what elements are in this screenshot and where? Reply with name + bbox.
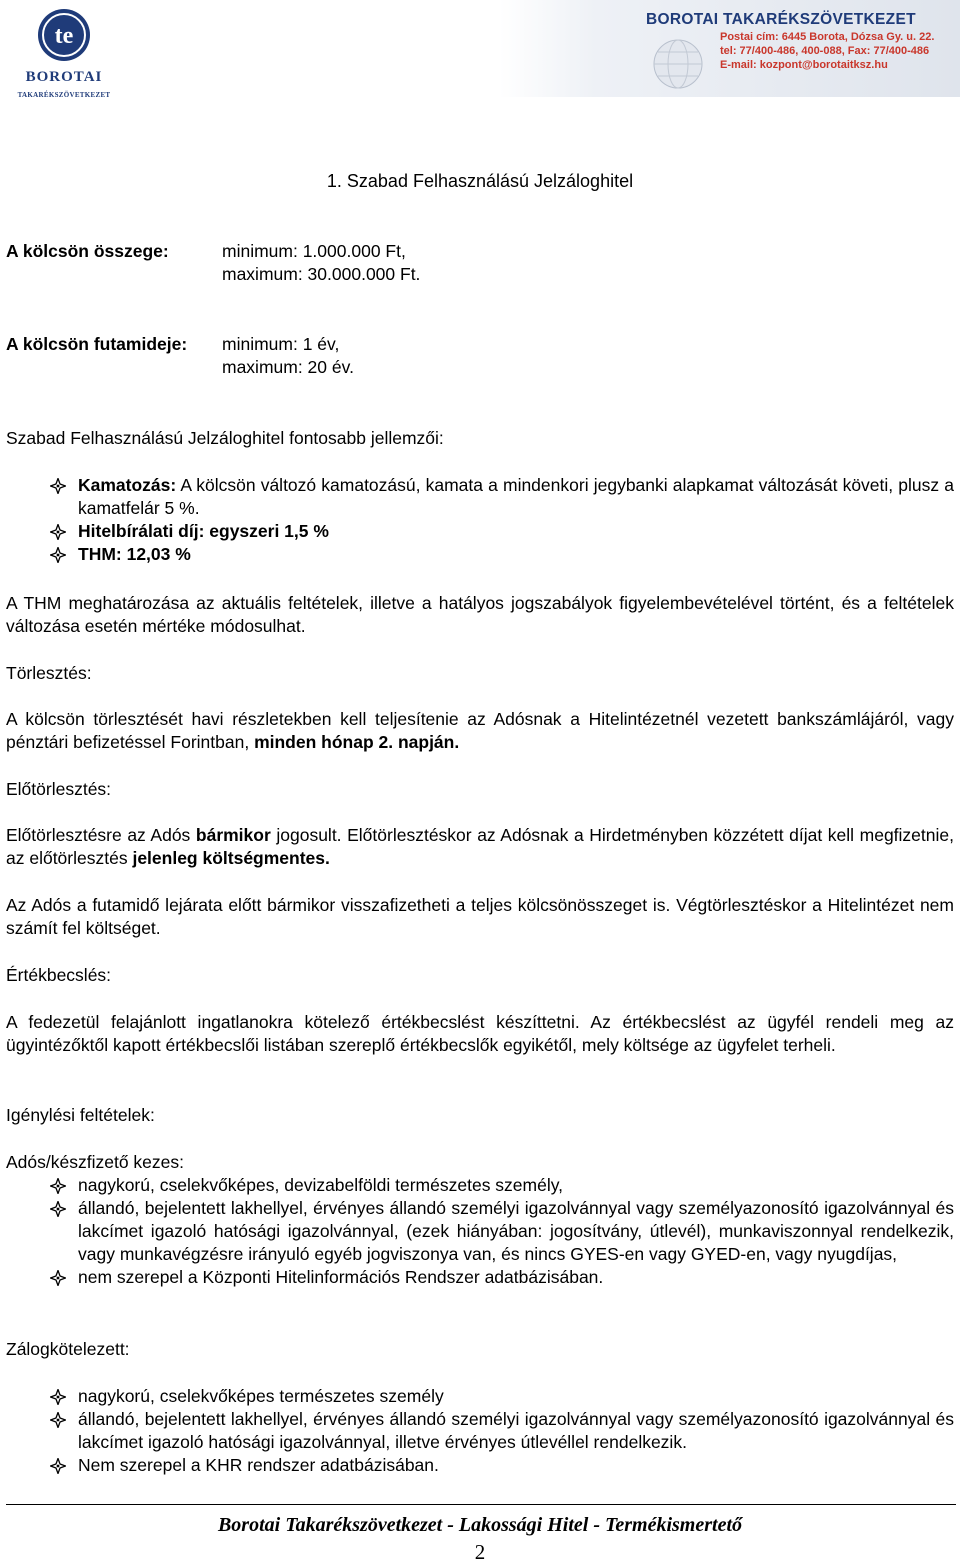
diamond-bullet-icon (50, 547, 66, 563)
prepayment-anytime: bármikor (195, 825, 271, 845)
features-heading: Szabad Felhasználású Jelzáloghitel fontosabb jellemzői: (6, 428, 444, 448)
thm-note: A THM meghatározása az aktuális feltételek, illetve a hatályos jogszabályok figyelembevételével történt, és a feltételek változása esetén mértéke módosulhat. (6, 593, 954, 636)
amount-label: A kölcsön összege: (6, 241, 169, 261)
list-item (6, 1454, 954, 1477)
list-item-text: nem szerepel a Központi Hitelinformációs Rendszer adatbázisában. (78, 1267, 604, 1287)
list-item-text: nagykorú, cselekvőképes természetes személy (78, 1386, 444, 1406)
list-item (6, 474, 954, 520)
list-item (6, 1385, 954, 1408)
repayment-heading: Törlesztés: (6, 663, 92, 683)
postal-address: Postai cím: 6445 Borota, Dózsa Gy. u. 22. (720, 31, 935, 43)
list-item-text: nagykorú, cselekvőképes, devizabelföldi természetes személy, (78, 1175, 564, 1195)
pledgor-conditions-list (6, 1385, 954, 1477)
company-contact (646, 10, 956, 72)
footer-divider (6, 1504, 956, 1505)
pledgor-label: Zálogkötelezett: (6, 1339, 130, 1359)
list-item (6, 1266, 954, 1289)
logo-name: BOROTAI (25, 69, 103, 85)
term-label: A kölcsön futamideje: (6, 334, 188, 354)
footer-text: Borotai Takarékszövetkezet - Lakossági Hitel - Termékismertető (217, 1514, 743, 1536)
prepayment-free: jelenleg költségmentes. (132, 848, 330, 868)
logo-subtitle: TAKARÉKSZÖVETKEZET (17, 91, 111, 99)
page-title: 1. Szabad Felhasználású Jelzáloghitel (326, 171, 634, 191)
page-number: 2 (474, 1540, 486, 1564)
list-item (6, 1408, 954, 1454)
prepayment-text-c: jogosult. Előtörlesztéskor az Adósnak a Hirdetményben közzétett díjat kell megfizetnie, az előtörlesztés (6, 825, 954, 868)
diamond-bullet-icon (50, 1201, 66, 1217)
term-min: minimum: 1 év, (222, 334, 340, 354)
diamond-bullet-icon (50, 1389, 66, 1405)
prepayment-paragraph-1 (6, 824, 954, 870)
company-name: BOROTAI TAKARÉKSZÖVETKEZET (646, 11, 916, 28)
phone-fax: tel: 77/400-486, 400-088, Fax: 77/400-486 (720, 45, 930, 57)
letterhead (0, 0, 960, 97)
svg-text:te: te (54, 23, 74, 49)
amount-max: maximum: 30.000.000 Ft. (222, 264, 421, 284)
bank-logo (14, 6, 114, 99)
thm-text: THM: 12,03 % (78, 544, 191, 564)
diamond-bullet-icon (50, 1412, 66, 1428)
repayment-date: minden hónap 2. napján. (254, 732, 460, 752)
repayment-text (6, 708, 954, 754)
loan-amount (6, 240, 954, 286)
features-list (6, 474, 954, 566)
interest-label: Kamatozás: (78, 475, 177, 495)
email-address: E-mail: kozpont@borotaitksz.hu (720, 59, 888, 71)
list-item (6, 520, 954, 543)
term-max: maximum: 20 év. (222, 357, 354, 377)
debtor-label: Adós/készfizető kezes: (6, 1152, 184, 1172)
fee-text: Hitelbírálati díj: egyszeri 1,5 % (78, 521, 329, 541)
logo-emblem-icon (14, 6, 114, 66)
prepayment-text-a: Előtörlesztésre az Adós (6, 825, 196, 845)
list-item (6, 543, 954, 566)
loan-term (6, 333, 954, 379)
prepayment-heading: Előtörlesztés: (6, 779, 112, 799)
list-item-text: állandó, bejelentett lakhellyel, érvényes állandó személyi igazolvánnyal vagy személyazonosító igazolvánnyal és lakcímet igazoló hatósági igazolvánnyal, (ezek hiányában: jogosítvány, útlevél), munkaviszonnyal rendelkezik, vagy munkavégzésre irányuló egyéb jogviszonya van, és nincs GYES-en vagy GYED-en, vagy nyugdíjas, (78, 1198, 954, 1264)
valuation-text: A fedezetül felajánlott ingatlanokra kötelező értékbecslést készíttetni. Az értékbecslést az ügyfél rendeli meg az ügyintézőktől kapott értékbecslői listában szereplő értékbecslők egyikétől, mely költsége az ügyfelet terheli. (6, 1012, 954, 1055)
diamond-bullet-icon (50, 524, 66, 540)
prepayment-paragraph-2: Az Adós a futamidő lejárata előtt bármikor visszafizetheti a teljes kölcsönösszeget is. Végtörlesztéskor a Hitelintézet nem számít fel költséget. (6, 895, 954, 938)
list-item (6, 1174, 954, 1197)
diamond-bullet-icon (50, 478, 66, 494)
valuation-heading: Értékbecslés: (6, 965, 112, 985)
diamond-bullet-icon (50, 1270, 66, 1286)
interest-text: A kölcsön változó kamatozású, kamata a mindenkori jegybanki alapkamat változását követi, plusz a kamatfelár 5 %. (78, 475, 954, 518)
list-item (6, 1197, 954, 1266)
repayment-body: A kölcsön törlesztését havi részletekben kell teljesítenie az Adósnak a Hitelintézetnél vezetett bankszámlájáról, vagy pénztári befizetéssel Forintban, (6, 709, 954, 752)
list-item-text: Nem szerepel a KHR rendszer adatbázisában. (78, 1455, 439, 1475)
diamond-bullet-icon (50, 1178, 66, 1194)
conditions-heading: Igénylési feltételek: (6, 1105, 155, 1125)
amount-min: minimum: 1.000.000 Ft, (222, 241, 406, 261)
list-item-text: állandó, bejelentett lakhellyel, érvényes állandó személyi igazolvánnyal vagy személyazonosító igazolvánnyal és lakcímet igazoló hatósági igazolvánnyal, illetve érvényes útlevéllel rendelkezik. (78, 1409, 954, 1452)
diamond-bullet-icon (50, 1458, 66, 1474)
debtor-conditions-list (6, 1174, 954, 1289)
